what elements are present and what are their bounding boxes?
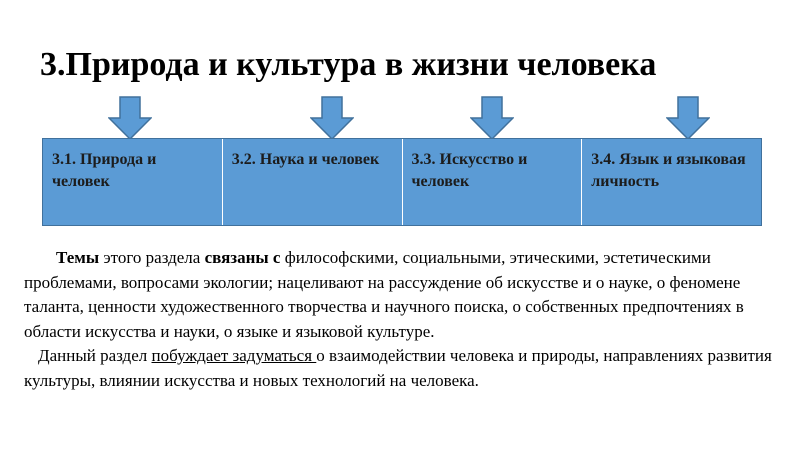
text-span: Данный раздел bbox=[38, 346, 152, 365]
topic-box-3-3: 3.3. Искусство и человек bbox=[402, 139, 582, 225]
bold-themes: Темы bbox=[56, 248, 100, 267]
down-arrow-icon bbox=[108, 96, 152, 140]
bold-linked: связаны с bbox=[204, 248, 281, 267]
paragraph-1 bbox=[24, 246, 784, 344]
text-span: этого раздела bbox=[99, 248, 205, 267]
paragraph-2 bbox=[24, 344, 784, 393]
topic-box-3-1: 3.1. Природа и человек bbox=[52, 151, 157, 190]
topic-boxes-row bbox=[42, 138, 762, 226]
body-text bbox=[24, 246, 784, 393]
underlined-text: побуждает з bbox=[151, 346, 240, 365]
text-span: о взаимодействии человека и природы, направлениях развития культуры, влиянии искусства и новых технологий на человека. bbox=[24, 346, 772, 390]
down-arrow-icon bbox=[666, 96, 710, 140]
down-arrow-icon bbox=[310, 96, 354, 140]
slide-title: 3.Природа и культура в жизни человека bbox=[40, 46, 657, 83]
down-arrow-icon bbox=[470, 96, 514, 140]
text-span: философскими, социальными, этическими, эстетическими проблемами, вопросами экологии; нацеливают на рассуждение об искусстве и о науке, о феномене таланта, ценности художественного творчества и научного поиска, о собственных предпочтениях в области искусства и науки, о языке и языковой культуре. bbox=[24, 248, 744, 341]
underlined-text: адуматься bbox=[239, 346, 317, 365]
topic-box-3-4: 3.4. Язык и языковая личность bbox=[581, 139, 761, 225]
topic-box-3-2: 3.2. Наука и человек bbox=[222, 139, 402, 225]
